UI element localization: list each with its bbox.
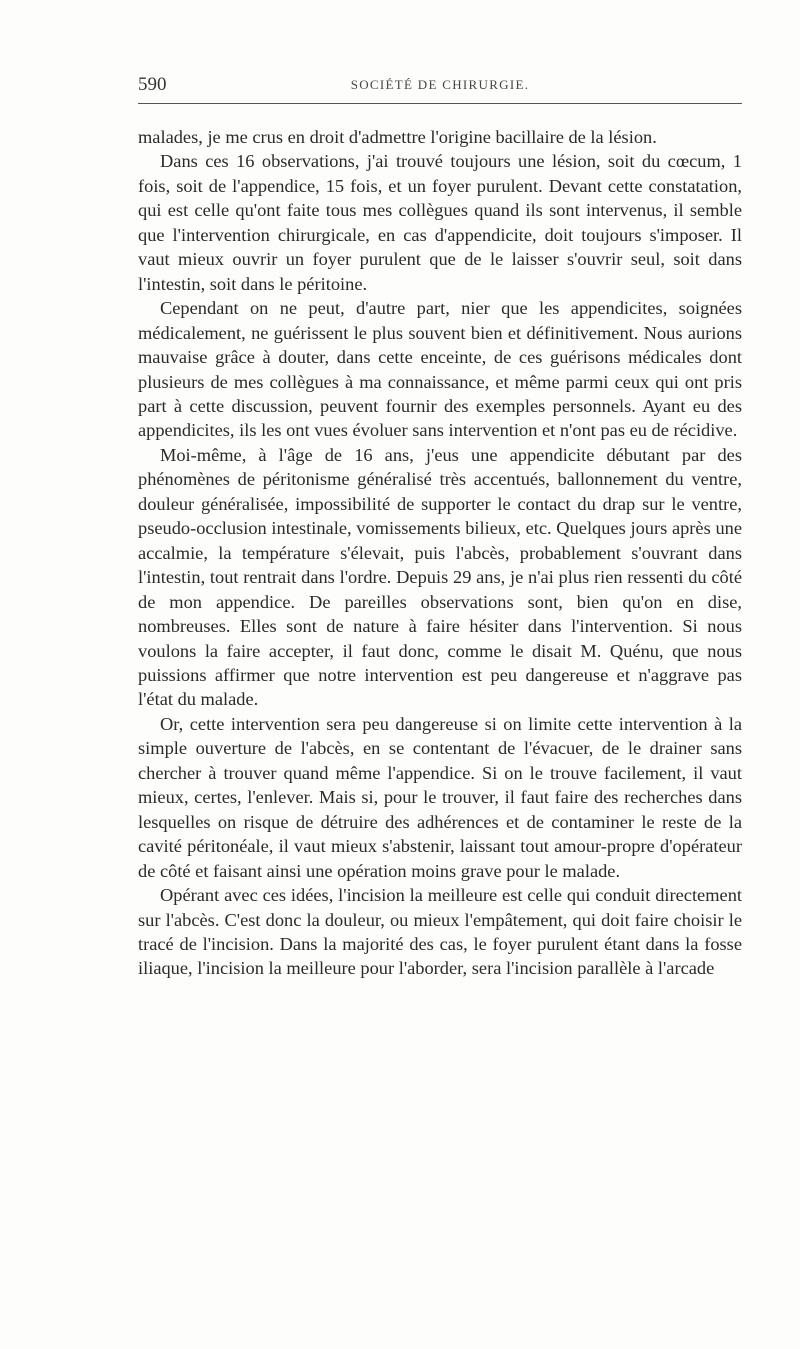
paragraph-incision: Opérant avec ces idées, l'incision la meilleure est celle qui conduit directement sur l'abcès. C'est donc la douleur, ou mieux l'empâtement, qui doit faire choisir le tracé de l'incision. Dans la majorité des cas, le foyer purulent étant dans la fosse iliaque, l'incision la meilleure pour l'aborder, sera l'incision parallèle à l'arcade [138, 885, 742, 979]
paragraph-limited-intervention: Or, cette intervention sera peu dangereuse si on limite cette intervention à la simple ouverture de l'abcès, en se contentant de l'évacuer, de le drainer sans chercher à trouver quand même l'appendice. Si on le trouve facilement, il vaut mieux, certes, l'enlever. Mais si, pour le trouver, il faut faire des recherches dans lesquelles on risque de détruire des adhérences et de contaminer le reste de la cavité péritonéale, il vaut mieux s'abstenir, laissant tout amour-propre d'opérateur de côté et faisant ainsi une opération moins grave pour le malade. [138, 713, 742, 881]
header-rule [138, 103, 742, 104]
running-head [138, 74, 742, 98]
paragraph-continued: malades, je me crus en droit d'admettre l'origine bacillaire de la lésion. [138, 127, 657, 147]
running-title: SOCIÉTÉ DE CHIRURGIE. [350, 77, 530, 92]
paragraph-personal-case: Moi-même, à l'âge de 16 ans, j'eus une appendicite débutant par des phénomènes de péritonisme généralisé très accentués, ballonnement du ventre, douleur généralisée, impossibilité de supporter le contact du drap sur le ventre, pseudo-occlusion intestinale, vomissements bilieux, etc. Quelques jours après une accalmie, la température s'élevait, puis l'abcès, probablement s'ouvrant dans l'intestin, tout rentrait dans l'ordre. Depuis 29 ans, je n'ai plus rien ressenti du côté de mon appendice. De pareilles observations sont, bien qu'on en dise, nombreuses. Elles sont de nature à faire hésiter dans l'intervention. Si nous voulons la faire accepter, il faut donc, comme le disait M. Quénu, que nous puissions affirmer que notre intervention est peu dangereuse et n'aggrave pas l'état du malade. [138, 444, 742, 710]
paragraph-observations: Dans ces 16 observations, j'ai trouvé toujours une lésion, soit du cœcum, 1 fois, soit de l'appendice, 15 fois, et un foyer purulent. Devant cette constatation, qui est celle qu'ont faite tous mes collègues quand ils sont intervenus, il semble que l'intervention chirurgicale, en cas d'appendicite, doit toujours s'imposer. Il vaut mieux ouvrir un foyer purulent que de le laisser s'ouvrir seul, soit dans l'intestin, soit dans le péritoine. [138, 151, 742, 294]
paragraph-medical-cures: Cependant on ne peut, d'autre part, nier que les appendicites, soignées médicalement, ne guérissent le plus souvent bien et définitivement. Nous aurions mauvaise grâce à douter, dans cette enceinte, de ces guérisons médicales dont plusieurs de mes collègues à ma connaissance, et même parmi ceux qui ont pris part à cette discussion, peuvent fournir des exemples personnels. Ayant eu des appendicites, ils les ont vues évoluer sans intervention et n'ont pas eu de récidive. [138, 298, 742, 441]
body-text [138, 125, 742, 981]
page-number: 590 [138, 74, 167, 95]
